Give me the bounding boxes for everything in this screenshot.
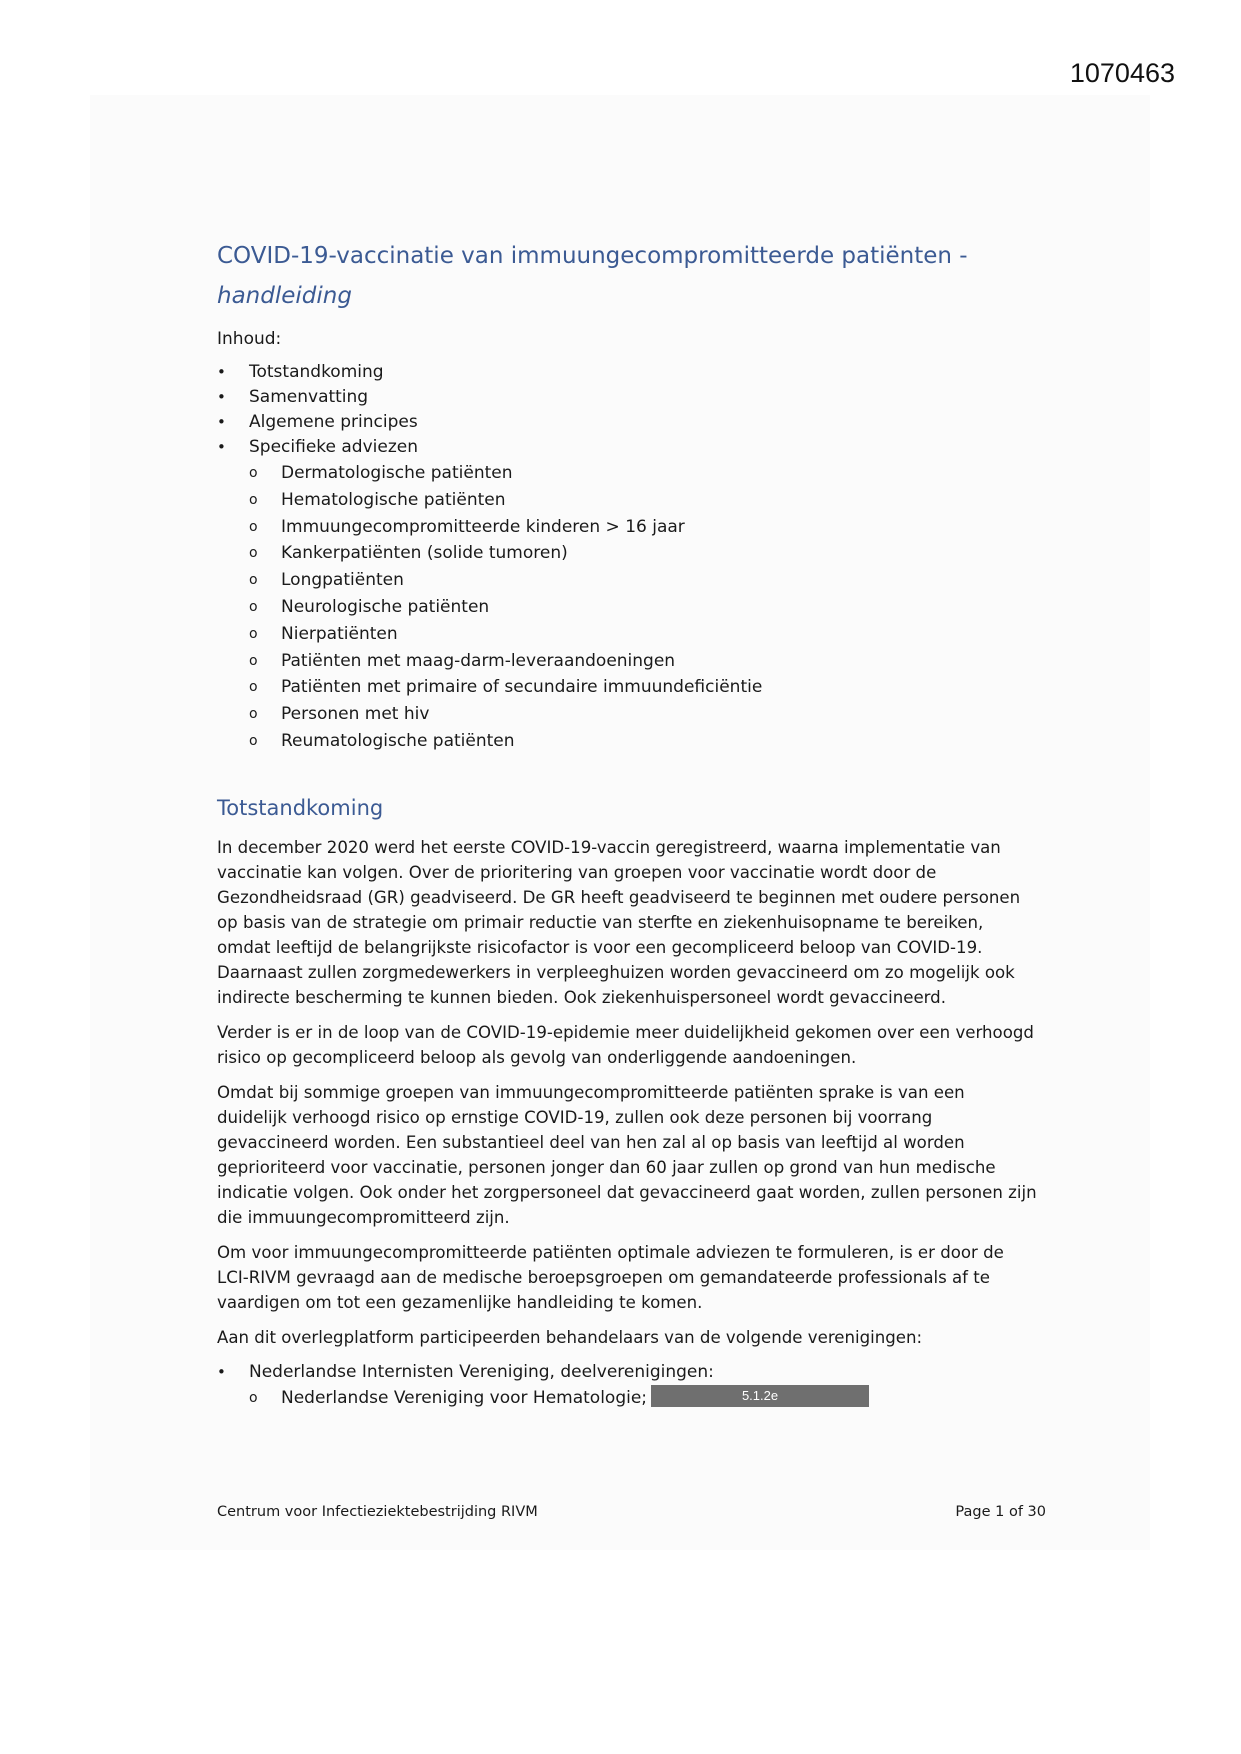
contents-label: Inhoud: xyxy=(217,329,282,349)
toc-subitem-label: Kankerpatiënten (solide tumoren) xyxy=(281,543,568,564)
toc-subitem xyxy=(249,540,1037,567)
association-subitem xyxy=(249,1385,1037,1411)
circle-bullet-icon: o xyxy=(249,545,258,562)
toc-subitem xyxy=(249,674,1037,701)
association-item xyxy=(217,1360,1037,1411)
bullet-icon: • xyxy=(217,388,226,406)
circle-bullet-icon: o xyxy=(249,1389,258,1406)
toc-subitem-label: Reumatologische patiënten xyxy=(281,730,515,751)
page-content xyxy=(217,236,1037,1411)
bullet-icon: • xyxy=(217,363,226,381)
circle-bullet-icon: o xyxy=(249,706,258,723)
bullet-icon: • xyxy=(217,413,226,431)
association-item-label: Nederlandse Internisten Vereniging, deelverenigingen: xyxy=(249,1361,714,1382)
toc-sublist xyxy=(249,460,1037,755)
redaction-block: 5.1.2e xyxy=(651,1385,869,1407)
toc-item-label: Specifieke adviezen xyxy=(249,437,418,457)
toc-subitem-label: Patiënten met maag-darm-leveraandoeningen xyxy=(281,650,676,671)
paragraph: Om voor immuungecompromitteerde patiënten optimale adviezen te formuleren, is er door de LCI-RIVM gevraagd aan de medische beroepsgroepen om gemandateerde professionals af te vaardigen om tot een gezamenlijke handleiding te komen. xyxy=(217,1242,1004,1312)
paragraph: Omdat bij sommige groepen van immuungecompromitteerde patiënten sprake is van een duidelijk verhoogd risico op ernstige COVID-19, zullen ook deze personen bij voorrang gevaccineerd worden. Een substantieel deel van hen zal al op basis van leeftijd al worden geprioriteerd voor vaccinatie, personen jonger dan 60 jaar zullen op grond van hun medische indicatie volgen. Ook onder het zorgpersoneel dat gevaccineerd gaat worden, zullen personen zijn die immuungecompromitteerd zijn. xyxy=(217,1082,1037,1227)
toc-subitem xyxy=(249,487,1037,514)
toc-subitem-label: Dermatologische patiënten xyxy=(281,463,513,483)
toc-subitem xyxy=(249,514,1037,541)
paragraph: Aan dit overlegplatform participeerden behandelaars van de volgende verenigingen: xyxy=(217,1327,923,1347)
circle-bullet-icon: o xyxy=(249,518,258,535)
document-title-italic: handleiding xyxy=(217,283,352,309)
toc-subitem xyxy=(249,728,1037,755)
toc-subitem xyxy=(249,701,1037,728)
toc-subitem xyxy=(249,460,1037,487)
toc-subitem-label: Personen met hiv xyxy=(281,704,430,725)
section-heading: Totstandkoming xyxy=(217,795,384,820)
toc-item-label: Samenvatting xyxy=(249,387,369,407)
toc-subitem-label: Immuungecompromitteerde kinderen > 16 jaar xyxy=(281,516,685,537)
circle-bullet-icon: o xyxy=(249,679,258,696)
table-of-contents xyxy=(217,360,1037,755)
document-id: 1070463 xyxy=(1069,58,1175,88)
toc-subitem xyxy=(249,567,1037,594)
association-list xyxy=(217,1360,1037,1411)
circle-bullet-icon: o xyxy=(249,732,258,749)
document-title xyxy=(217,236,1037,316)
toc-subitem-label: Neurologische patiënten xyxy=(281,596,490,617)
bullet-icon: • xyxy=(217,1362,226,1381)
document-title-main: COVID-19-vaccinatie van immuungecompromitteerde patiënten - xyxy=(217,243,968,269)
toc-subitem xyxy=(249,621,1037,648)
circle-bullet-icon: o xyxy=(249,465,258,481)
circle-bullet-icon: o xyxy=(249,625,258,642)
paragraph: In december 2020 werd het eerste COVID-19-vaccin geregistreerd, waarna implementatie van vaccinatie kan volgen. Over de prioritering van groepen voor vaccinatie wordt door de Gezondheidsraad (GR) geadviseerd. De GR heeft geadviseerd te beginnen met oudere personen op basis van de strategie om primair reductie van sterfte en ziekenhuisopname te bereiken, omdat leeftijd de belangrijkste risicofactor is voor een gecompliceerd beloop van COVID-19. Daarnaast zullen zorgmedewerkers in verpleeghuizen worden gevaccineerd om zo mogelijk ook indirecte bescherming te kunnen bieden. Ook ziekenhuispersoneel wordt gevaccineerd. xyxy=(217,837,1021,1007)
toc-subitem xyxy=(249,648,1037,675)
toc-item xyxy=(217,410,1037,435)
toc-subitem-label: Longpatiënten xyxy=(281,570,404,591)
toc-subitem-label: Patiënten met primaire of secundaire immuundeficiëntie xyxy=(281,677,763,698)
toc-item xyxy=(217,435,1037,755)
association-sublist xyxy=(249,1385,1037,1411)
toc-item xyxy=(217,360,1037,385)
bullet-icon: • xyxy=(217,438,226,456)
association-subitem-label: Nederlandse Vereniging voor Hematologie; xyxy=(281,1387,648,1408)
page-number: Page 1 of 30 xyxy=(955,1504,1046,1520)
circle-bullet-icon: o xyxy=(249,572,258,589)
circle-bullet-icon: o xyxy=(249,652,258,669)
paragraph: Verder is er in de loop van de COVID-19-epidemie meer duidelijkheid gekomen over een verhoogd risico op gecompliceerd beloop als gevolg van onderliggende aandoeningen. xyxy=(217,1022,1034,1067)
toc-item-label: Totstandkoming xyxy=(249,362,384,382)
toc-subitem-label: Nierpatiënten xyxy=(281,623,398,644)
toc-item xyxy=(217,385,1037,410)
circle-bullet-icon: o xyxy=(249,491,258,508)
toc-item-label: Algemene principes xyxy=(249,412,418,432)
toc-subitem xyxy=(249,594,1037,621)
toc-subitem-label: Hematologische patiënten xyxy=(281,489,506,510)
circle-bullet-icon: o xyxy=(249,598,258,615)
footer-organization: Centrum voor Infectieziektebestrijding RIVM xyxy=(217,1504,538,1520)
